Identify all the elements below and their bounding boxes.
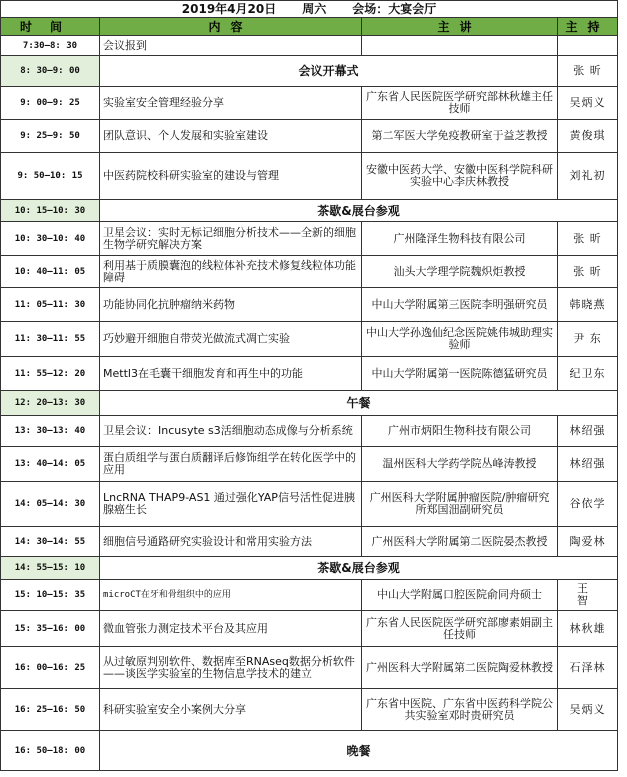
table-row	[1, 391, 618, 416]
host-cell: 林秋雄	[558, 611, 618, 647]
speaker-cell: 广州隆泽生物科技有限公司	[362, 222, 558, 256]
header-speaker: 主讲	[362, 18, 558, 36]
content-cell: 从过敏原判别软件、数据库至RNAseq数据分析软件——谈医学实验室的生物信息学技术的建立	[100, 647, 362, 689]
time-cell: 14: 05—14: 30	[1, 482, 100, 527]
table-row	[1, 153, 618, 200]
time-cell: 15: 35—16: 00	[1, 611, 100, 647]
time-cell: 12: 20—13: 30	[1, 391, 100, 416]
host-cell: 谷依学	[558, 482, 618, 527]
host-cell: 石泽林	[558, 647, 618, 689]
table-row	[1, 482, 618, 527]
table-row	[1, 447, 618, 482]
speaker-cell: 广州医科大学附属第二医院陶爱林教授	[362, 647, 558, 689]
host-cell: 吴炳义	[558, 87, 618, 120]
content-cell: 巧妙避开细胞自带荧光做流式凋亡实验	[100, 322, 362, 357]
host-cell: 吴炳义	[558, 689, 618, 731]
dinner-title: 晚餐	[100, 731, 618, 771]
time-cell: 8: 30—9: 00	[1, 56, 100, 87]
table-row	[1, 36, 618, 56]
column-header-row	[1, 18, 618, 36]
time-cell: 10: 30—10: 40	[1, 222, 100, 256]
content-cell: 会议报到	[100, 36, 362, 56]
speaker-cell: 安徽中医药大学、安徽中医科学院科研实验中心李庆林教授	[362, 153, 558, 200]
speaker-cell: 广东省人民医院医学研究部廖素娟副主任技师	[362, 611, 558, 647]
host-cell: 张 昕	[558, 222, 618, 256]
table-row	[1, 689, 618, 731]
speaker-cell: 广州医科大学附属第二医院晏杰教授	[362, 527, 558, 557]
weekday: 周六	[302, 2, 327, 16]
table-row	[1, 557, 618, 580]
table-row	[1, 200, 618, 222]
host-cell: 陶爱林	[558, 527, 618, 557]
speaker-cell: 中山大学附属第三医院李明强研究员	[362, 288, 558, 322]
host-cell: 尹 东	[558, 322, 618, 357]
table-row	[1, 647, 618, 689]
host-cell: 纪卫东	[558, 357, 618, 391]
content-cell: Mettl3在毛囊干细胞发育和再生中的功能	[100, 357, 362, 391]
header-host: 主持	[558, 18, 618, 36]
header-content: 内容	[100, 18, 362, 36]
table-row	[1, 87, 618, 120]
speaker-cell: 广州市炳阳生物科技有限公司	[362, 416, 558, 447]
host-cell: 张 昕	[558, 256, 618, 288]
content-cell: 卫星会议：Incusyte s3活细胞动态成像与分析系统	[100, 416, 362, 447]
time-cell: 16: 50—18: 00	[1, 731, 100, 771]
speaker-cell: 中山大学附属第一医院陈德猛研究员	[362, 357, 558, 391]
table-row	[1, 222, 618, 256]
table-row	[1, 731, 618, 771]
break-title: 茶歇&展台参观	[100, 557, 618, 580]
host-cell: 黄俊琪	[558, 120, 618, 153]
content-cell: 中医药院校科研实验室的建设与管理	[100, 153, 362, 200]
speaker-cell: 中山大学孙逸仙纪念医院姚伟城助理实验师	[362, 322, 558, 357]
table-row	[1, 322, 618, 357]
time-cell: 9: 25—9: 50	[1, 120, 100, 153]
time-cell: 9: 00—9: 25	[1, 87, 100, 120]
time-cell: 11: 05—11: 30	[1, 288, 100, 322]
host-cell: 林绍强	[558, 447, 618, 482]
time-cell: 11: 30—11: 55	[1, 322, 100, 357]
table-row	[1, 120, 618, 153]
lunch-title: 午餐	[100, 391, 618, 416]
time-cell: 14: 30—14: 55	[1, 527, 100, 557]
content-cell: 蛋白质组学与蛋白质翻译后修饰组学在转化医学中的应用	[100, 447, 362, 482]
table-row	[1, 611, 618, 647]
content-cell: 利用基于质膜囊泡的线粒体补充技术修复线粒体功能障碍	[100, 256, 362, 288]
date: 2019年4月20日	[181, 2, 277, 16]
content-cell: microCT在牙和骨组织中的应用	[100, 580, 362, 611]
content-cell: LncRNA THAP9-AS1 通过强化YAP信号活性促进胰腺癌生长	[100, 482, 362, 527]
content-cell: 实验室安全管理经验分享	[100, 87, 362, 120]
time-cell: 9: 50—10: 15	[1, 153, 100, 200]
schedule-title	[1, 1, 618, 18]
speaker-cell: 广东省中医院、广东省中医药科学院公共实验室邓时贵研究员	[362, 689, 558, 731]
table-row	[1, 256, 618, 288]
content-cell: 团队意识、个人发展和实验室建设	[100, 120, 362, 153]
header-time: 时间	[1, 18, 100, 36]
break-title: 茶歇&展台参观	[100, 200, 618, 222]
time-cell: 13: 30—13: 40	[1, 416, 100, 447]
session-title: 会议开幕式	[100, 56, 558, 87]
time-cell: 10: 15—10: 30	[1, 200, 100, 222]
content-cell: 微血管张力测定技术平台及其应用	[100, 611, 362, 647]
host-cell: 张 昕	[558, 56, 618, 87]
speaker-cell: 温州医科大学药学院丛峰涛教授	[362, 447, 558, 482]
speaker-cell: 广东省人民医院医学研究部林秋雄主任技师	[362, 87, 558, 120]
table-row	[1, 416, 618, 447]
host-cell: 刘礼初	[558, 153, 618, 200]
host-cell	[558, 36, 618, 56]
table-row	[1, 580, 618, 611]
content-cell: 科研实验室安全小案例大分享	[100, 689, 362, 731]
time-cell: 7:30—8: 30	[1, 36, 100, 56]
title-row	[1, 1, 618, 18]
table-row	[1, 56, 618, 87]
venue: 会场：大宴会厅	[352, 2, 437, 16]
host-cell: 林绍强	[558, 416, 618, 447]
table-row	[1, 527, 618, 557]
host-cell: 王 智	[558, 580, 618, 611]
content-cell: 功能协同化抗肿瘤纳米药物	[100, 288, 362, 322]
time-cell: 16: 00—16: 25	[1, 647, 100, 689]
speaker-cell: 汕头大学理学院魏炽炬教授	[362, 256, 558, 288]
time-cell: 11: 55—12: 20	[1, 357, 100, 391]
speaker-cell: 广州医科大学附属肿瘤医院/肿瘤研究所郑国沺副研究员	[362, 482, 558, 527]
speaker-cell: 第二军医大学免疫教研室于益芝教授	[362, 120, 558, 153]
table-row	[1, 288, 618, 322]
time-cell: 14: 55—15: 10	[1, 557, 100, 580]
time-cell: 10: 40—11: 05	[1, 256, 100, 288]
host-cell: 韩晓燕	[558, 288, 618, 322]
time-cell: 16: 25—16: 50	[1, 689, 100, 731]
speaker-cell: 中山大学附属口腔医院俞同舟硕士	[362, 580, 558, 611]
content-cell: 细胞信号通路研究实验设计和常用实验方法	[100, 527, 362, 557]
time-cell: 13: 40—14: 05	[1, 447, 100, 482]
speaker-cell	[362, 36, 558, 56]
table-row	[1, 357, 618, 391]
content-cell: 卫星会议：实时无标记细胞分析技术——全新的细胞生物学研究解决方案	[100, 222, 362, 256]
time-cell: 15: 10—15: 35	[1, 580, 100, 611]
